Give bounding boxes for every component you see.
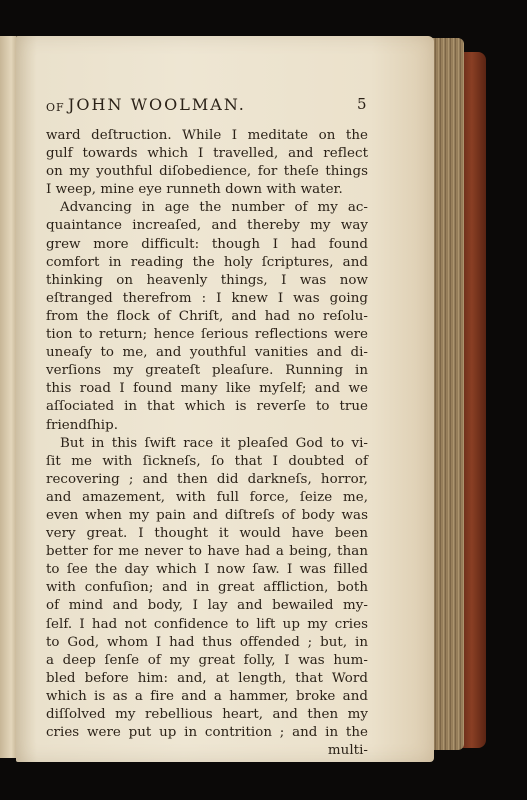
- text-line: to God, whom I had thus offended ; but, in: [46, 634, 368, 650]
- text-line: quaintance increaſed, and thereby my way: [46, 218, 368, 234]
- page-fore-edge: [432, 38, 464, 750]
- text-line: bled before him: and, at length, that Word: [46, 670, 368, 686]
- text-line: comfort in reading the holy ſcriptures, and: [46, 254, 368, 270]
- text-line: diſſolved my rebellious heart, and then my: [46, 707, 368, 722]
- text-line: thinking on heavenly things, I was now: [46, 272, 368, 288]
- text-line: with confuſion; and in great affliction, both: [46, 580, 368, 596]
- body-text: [46, 127, 368, 760]
- running-head-title: JOHN WOOLMAN.: [68, 95, 246, 114]
- text-line: gulf towards which I travelled, and reflect: [46, 146, 368, 162]
- text-block: [46, 95, 368, 760]
- text-line: uneaſy to me, and youthful vanities and di-: [46, 345, 368, 361]
- text-line: even when my pain and diſtreſs of body was: [46, 507, 368, 523]
- page-number: 5: [356, 95, 368, 113]
- text-line: from the flock of Chriſt, and had no reſolu-: [46, 308, 368, 324]
- text-line: friendſhip.: [46, 417, 119, 433]
- text-line: But in this ſwift race it pleaſed God to vi-: [60, 435, 368, 451]
- text-line: this road I found many like myſelf; and we: [46, 381, 368, 397]
- text-line: on my youthful diſobedience, for theſe things: [46, 164, 368, 180]
- text-line: aſſociated in that which is reverſe to true: [46, 399, 368, 415]
- text-line: which is as a fire and a hammer, broke and: [46, 688, 368, 704]
- text-line: grew more difficult: though I had found: [46, 236, 368, 252]
- catchword: multi-: [327, 743, 368, 759]
- text-line: very great. I thought it would have been: [46, 526, 368, 542]
- text-line: verſions my greateſt pleaſure. Running in: [46, 363, 368, 379]
- running-head: [46, 95, 368, 121]
- text-line: cries were put up in contrition ; and in the: [46, 725, 368, 741]
- text-line: and amazement, with full force, ſeize me,: [46, 489, 368, 505]
- text-line: to ſee the day which I now ſaw. I was filled: [46, 562, 368, 578]
- text-line: Advancing in age the number of my ac-: [60, 200, 368, 216]
- text-line: tion to return; hence ſerious reflections were: [46, 327, 368, 343]
- text-line: a deep ſenſe of my great folly, I was hum-: [46, 652, 368, 668]
- text-line: ſelf. I had not confidence to lift up my cries: [46, 616, 368, 632]
- text-line: ſit me with ſickneſs, ſo that I doubted of: [46, 453, 368, 469]
- text-line: recovering ; and then did darkneſs, horror,: [46, 471, 368, 487]
- text-line: better for me never to have had a being, than: [46, 544, 368, 560]
- cover-edge: [462, 52, 486, 748]
- text-line: ward deſtruction. While I meditate on the: [46, 128, 368, 143]
- running-head-prefix: OF: [46, 101, 65, 114]
- text-line: of mind and body, I lay and bewailed my-: [46, 598, 368, 614]
- text-line: eſtranged therefrom : I knew I was going: [46, 290, 368, 306]
- text-line: I weep, mine eye runneth down with water.: [46, 182, 343, 198]
